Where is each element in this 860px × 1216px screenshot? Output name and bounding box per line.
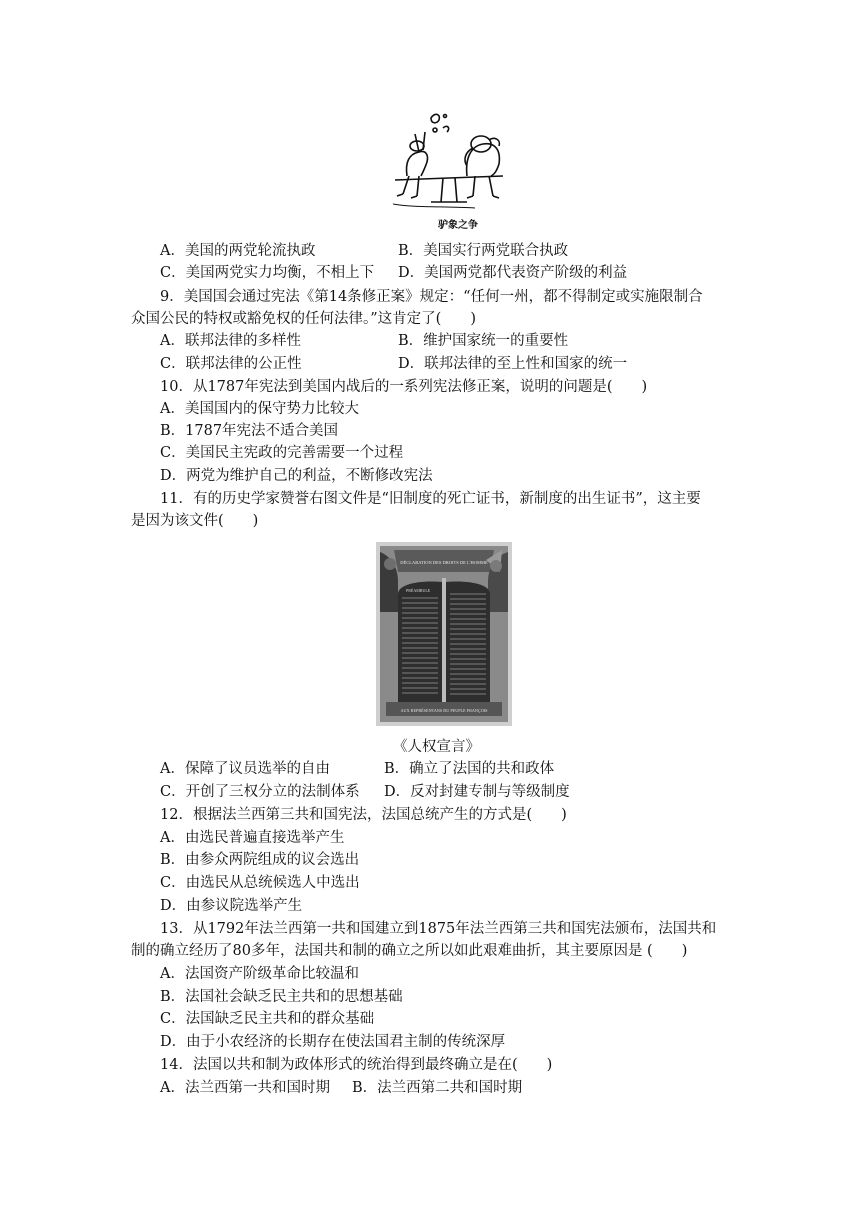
- q9-option-d: D．联邦法律的至上性和国家的统一: [398, 356, 628, 372]
- q9-option-b: B．维护国家统一的重要性: [398, 333, 569, 349]
- engraving-title-text: DÉCLARATION DES DROITS DE L'HOMME: [400, 560, 488, 565]
- q14-option-b: B．法兰西第二共和国时期: [352, 1080, 523, 1096]
- q11-stem-line1: 11．有的历史学家赞誉右图文件是“旧制度的死亡证书，新制度的出生证书”，这主要: [160, 491, 701, 507]
- q13-stem-line1: 13．从1792年法兰西第一共和国建立到1875年法兰西第三共和国宪法颁布，法国共和: [160, 921, 717, 937]
- q10-option-d: D．两党为维护自己的利益，不断修改宪法: [160, 468, 433, 484]
- q8-option-a: A．美国的两党轮流执政: [160, 243, 316, 259]
- q11-option-b: B．确立了法国的共和政体: [384, 761, 555, 777]
- q11-option-a: A．保障了议员选举的自由: [160, 761, 330, 777]
- q8-option-c: C．美国两党实力均衡，不相上下: [160, 265, 375, 281]
- q14-stem: 14．法国以共和制为政体形式的统治得到最终确立是在( ): [160, 1057, 553, 1073]
- q12-option-a: A．由选民普遍直接选举产生: [160, 830, 345, 846]
- q9-stem-line2: 众国公民的特权或豁免权的任何法律。”这肯定了( ): [131, 311, 476, 327]
- q9-stem-line1: 9．美国国会通过宪法《第14条修正案》规定：“任何一州，都不得制定或实施限制合: [160, 289, 703, 305]
- q10-option-a: A．美国国内的保守势力比较大: [160, 401, 359, 417]
- q9-option-c: C．联邦法律的公正性: [160, 356, 302, 372]
- q13-option-a: A．法国资产阶级革命比较温和: [160, 966, 359, 982]
- engraving-preamble-text: PRÉAMBULE: [406, 588, 431, 593]
- q12-option-c: C．由选民从总统候选人中选出: [160, 875, 360, 891]
- q13-option-b: B．法国社会缺乏民主共和的思想基础: [160, 989, 403, 1005]
- q13-stem-line2: 制的确立经历了80多年，法国共和制的确立之所以如此艰难曲折，其主要原因是 ( ): [131, 943, 688, 959]
- q13-option-d: D．由于小农经济的长期存在使法国君主制的传统深厚: [160, 1034, 506, 1050]
- q8-option-b: B．美国实行两党联合执政: [398, 243, 569, 259]
- q12-stem: 12．根据法兰西第三共和国宪法，法国总统产生的方式是( ): [160, 807, 567, 823]
- declaration-caption: 《人权宣言》: [393, 739, 480, 755]
- q14-option-a: A．法兰西第一共和国时期: [160, 1080, 330, 1096]
- engraving-bottom-text: AUX REPRÉSENTANS DU PEUPLE FRANÇOIS: [400, 708, 488, 713]
- donkey-elephant-cartoon: [385, 110, 515, 212]
- q10-option-c: C．美国民主宪政的完善需要一个过程: [160, 445, 404, 461]
- q11-option-c: C．开创了三权分立的法制体系: [160, 784, 360, 800]
- q10-option-b: B．1787年宪法不适合美国: [160, 423, 339, 439]
- q10-stem: 10．从1787年宪法到美国内战后的一系列宪法修正案，说明的问题是( ): [160, 379, 648, 395]
- q11-stem-line2: 是因为该文件( ): [131, 513, 259, 529]
- q12-option-b: B．由参众两院组成的议会选出: [160, 852, 360, 868]
- q11-option-d: D．反对封建专制与等级制度: [384, 784, 570, 800]
- q12-option-d: D．由参议院选举产生: [160, 898, 303, 914]
- q8-option-d: D．美国两党都代表资产阶级的利益: [398, 265, 628, 281]
- q9-option-a: A．联邦法律的多样性: [160, 333, 301, 349]
- declaration-rights-engraving: [376, 542, 512, 726]
- cartoon-caption: 驴象之争: [438, 220, 478, 231]
- q13-option-c: C．法国缺乏民主共和的群众基础: [160, 1011, 375, 1027]
